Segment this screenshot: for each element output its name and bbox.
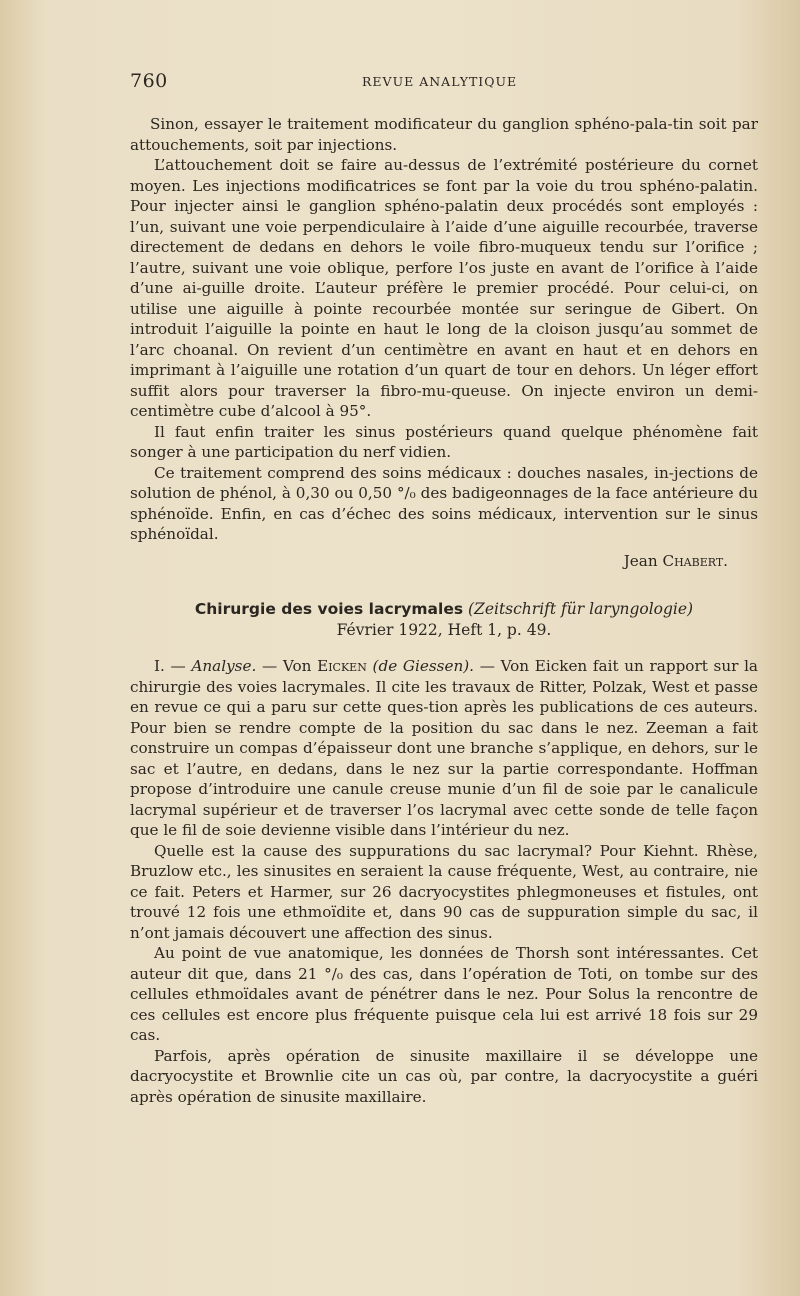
paragraph: Quelle est la cause des suppurations du sac lacrymal? Pour Kiehnt. Rhèse, Bruzlow etc., les sinusites en seraient la cause fréquente, West, au contraire, nie ce fait. Peters et Harmer, sur 26 dacryocystites phlegmoneuses et fistules, ont trouvé 12 fois une ethmoïdite et, dans 90 cas de suppuration simple du sac, il n’ont jamais découvert une affection des sinus. bbox=[130, 841, 758, 942]
running-title: REVUE ANALYTIQUE bbox=[362, 74, 518, 89]
paragraph: L’attouchement doit se faire au-dessus de l’extrémité postérieure du cornet moyen. Les injections modificatrices se font par la voie du trou sphéno-palatin. Pour injecter ainsi le ganglion sphéno-palatin deux procédés sont employés : l’un, suivant une voie perpendiculaire à l’aide d’une aiguille recourbée, traverse directement de dedans en dehors le voile fibro-muqueux tendu sur l’orifice ; l’autre, suivant une voie oblique, perfore l’os juste en avant de l’orifice à l’aide d’une ai-guille droite. L’auteur préfère le premier procédé. Pour celui-ci, on utilise une aiguille à pointe recourbée montée sur seringue de Gibert. On introduit l’aiguille la pointe en haut le long de la cloison jusqu’au sommet de l’arc choanal. On revient d’un centimètre en avant en haut et en dehors en imprimant à l’aiguille une rotation d’un quart de tour en dehors. Un léger effort suffit alors pour traverser la fibro-mu-queuse. On injecte environ un demi-centimètre cube d’alcool à 95°. bbox=[130, 156, 758, 420]
author-signature: Jean Chabert. bbox=[623, 551, 728, 570]
page-number: 760 bbox=[130, 70, 168, 92]
section-title bbox=[130, 599, 758, 640]
author-name: Eicken bbox=[317, 657, 367, 675]
paragraph: Sinon, essayer le traitement modificateur du ganglion sphéno-pala-tin soit par attouchements, soit par injections. bbox=[130, 115, 758, 154]
page-header bbox=[130, 70, 758, 94]
document-page bbox=[130, 70, 758, 1107]
analysis-paragraph: I. — Analyse. — Von Eicken (de Giessen). — Von Eicken fait un rapport sur la chirurgie des voies lacrymales. Il cite les travaux de Ritter, Polzak, West et passe en revue ce qui a paru sur cette ques-tion après les publications de ces auteurs. Pour bien se rendre compte de la position du sac dans le nez. Zeeman a fait construire un compas d’épaisseur dont une branche s’applique, en dehors, sur le sac et l’autre, en dedans, dans le nez sur la partie correspondante. Hoffman propose d’introduire une canule creuse munie d’un fil de soie par le canalicule lacrymal supérieur et de traverser l’os lacrymal avec cette sonde de telle façon que le fil de soie devienne visible dans l’intérieur du nez. bbox=[130, 657, 758, 839]
paragraph: Il faut enfin traiter les sinus postérieurs quand quelque phénomène fait songer à une participation du nerf vidien. bbox=[130, 422, 758, 461]
paragraph: Ce traitement comprend des soins médicaux : douches nasales, in-jections de solution de phénol, à 0,30 ou 0,50 °/₀ des badigeonnages de la face antérieure du sphénoïde. Enfin, en cas d’échec des soins médicaux, intervention sur le sinus sphénoïdal. bbox=[130, 463, 758, 543]
paragraph: Au point de vue anatomique, les données de Thorsh sont intéressantes. Cet auteur dit que, dans 21 °/₀ des cas, dans l’opération de Toti, on tombe sur des cellules ethmoïdales avant de pénétrer dans le nez. Pour Solus la rencontre de ces cellules est encore plus fréquente puisque cela lui est arrivé 18 fois sur 29 cas. bbox=[130, 944, 758, 1044]
section-title-journal: (Zeitschrift für laryngologie) bbox=[468, 600, 694, 618]
paragraph: Parfois, après opération de sinusite maxillaire il se développe une dacryocystite et Brownlie cite un cas où, par contre, la dacryocystite a guéri après opération de sinusite maxillaire. bbox=[130, 1046, 758, 1106]
section-title-date: Février 1922, Heft 1, p. 49. bbox=[336, 620, 552, 639]
section-title-main: Chirurgie des voies lacrymales bbox=[194, 600, 464, 618]
